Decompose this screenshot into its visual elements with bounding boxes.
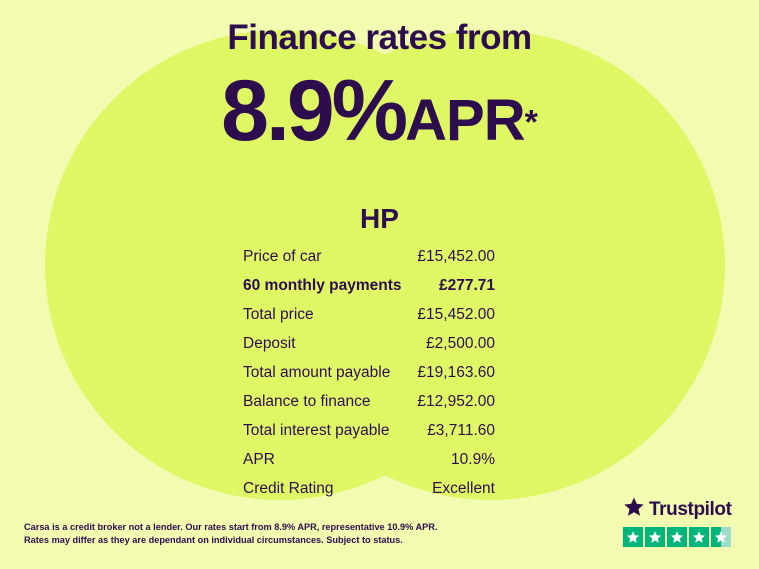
rating-star-icon — [623, 527, 643, 547]
rating-star-icon — [689, 527, 709, 547]
row-label: Total price — [243, 306, 314, 323]
row-value: £15,452.00 — [417, 248, 495, 265]
row-value: £3,711.60 — [427, 422, 495, 439]
row-value: £2,500.00 — [426, 335, 495, 352]
row-label: Total amount payable — [243, 364, 391, 381]
table-row — [243, 418, 495, 444]
finance-breakdown-table — [243, 244, 495, 505]
disclaimer-line-1: Carsa is a credit broker not a lender. Our rates start from 8.9% APR, representative 10.9% APR. — [24, 522, 438, 532]
row-label: 60 monthly payments — [243, 277, 402, 294]
trustpilot-name: Trustpilot — [649, 498, 732, 520]
headline: Finance rates from — [227, 18, 532, 57]
plan-title: HP — [360, 203, 399, 234]
row-value: Excellent — [432, 480, 495, 497]
row-value: £12,952.00 — [417, 393, 495, 410]
row-label: Deposit — [243, 335, 296, 352]
trustpilot-rating-stars — [623, 527, 735, 547]
disclaimer-line-2: Rates may differ as they are dependant on individual circumstances. Subject to status. — [24, 535, 403, 545]
row-value: £19,163.60 — [417, 364, 495, 381]
table-row — [243, 302, 495, 328]
rating-star-icon — [667, 527, 687, 547]
row-value: 10.9% — [451, 451, 495, 468]
row-label: Credit Rating — [243, 480, 334, 497]
table-row — [243, 447, 495, 473]
rate-value: 8.9% — [221, 63, 406, 159]
table-row — [243, 331, 495, 357]
table-row — [243, 476, 495, 502]
row-value: £277.71 — [438, 277, 495, 294]
row-label: APR — [243, 451, 275, 468]
trustpilot-star-icon — [623, 496, 645, 523]
row-value: £15,452.00 — [417, 306, 495, 323]
row-label: Balance to finance — [243, 393, 371, 410]
trustpilot-badge[interactable] — [623, 496, 735, 547]
table-row — [243, 244, 495, 270]
trustpilot-wordmark — [623, 496, 735, 523]
rating-star-icon — [645, 527, 665, 547]
rating-star-half-icon — [711, 527, 731, 547]
row-label: Total interest payable — [243, 422, 390, 439]
row-label: Price of car — [243, 248, 322, 265]
rate-display — [0, 62, 759, 161]
table-row — [243, 273, 495, 299]
rate-unit: APR — [405, 88, 525, 153]
table-row — [243, 389, 495, 415]
table-row — [243, 360, 495, 386]
rate-asterisk: * — [524, 103, 538, 142]
disclaimer — [24, 521, 454, 547]
